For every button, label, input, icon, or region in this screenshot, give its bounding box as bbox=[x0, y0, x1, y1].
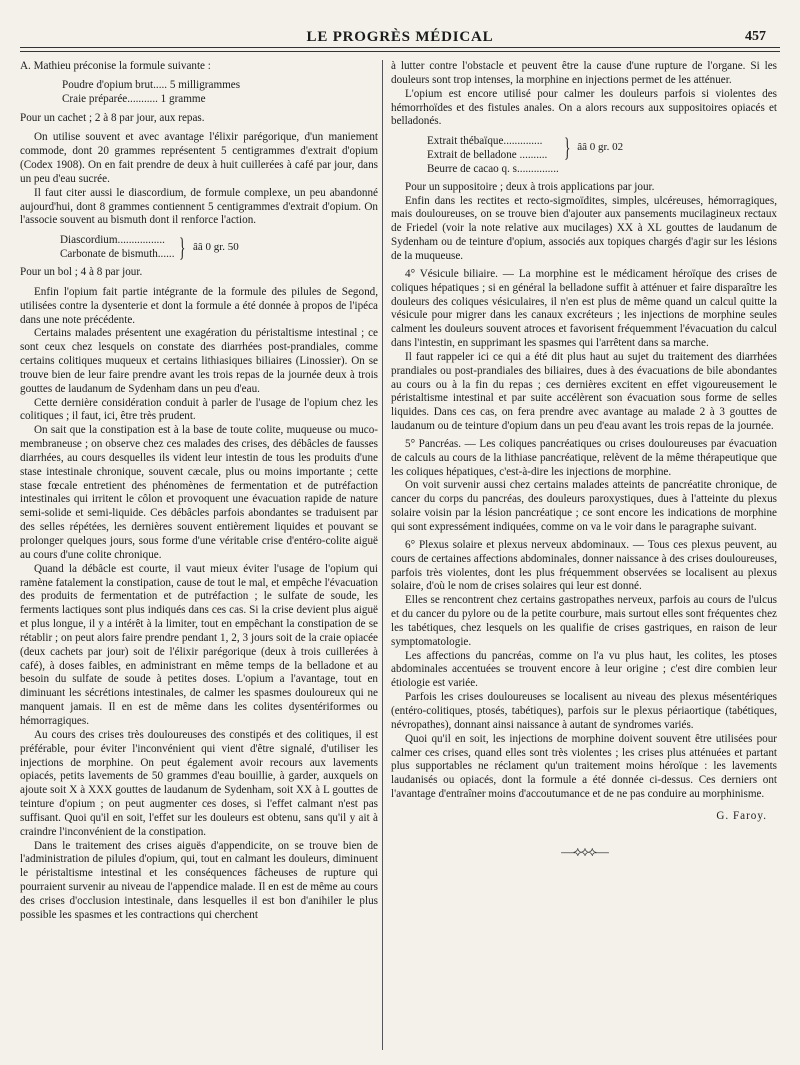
right-column bbox=[391, 60, 777, 860]
paragraph-mesenteriques: Parfois les crises douloureuses se localisent au niveau des plexus mésentériques (entéro-colitiques, ptosés, tabétiques), parfois sur le plexus périaortique (tabétiques, névropathes), donnant ainsi naissance à autant de syndromes variés. bbox=[391, 691, 777, 731]
header-rule-thick bbox=[20, 47, 780, 48]
left-column bbox=[20, 60, 378, 923]
paragraph-diascordium: Il faut citer aussi le diascordium, de formule complexe, un peu abandonné aujourd'hui, dont 8 grammes contiennent 5 centigrammes d'extrait d'opium. On l'associe souvent au bismuth dont il renforce l'action. bbox=[20, 186, 378, 227]
paragraph-cette: Cette dernière considération conduit à parler de l'usage de l'opium chez les colitiques ; il faut, ici, être très prudent. bbox=[20, 396, 378, 423]
formula-dose: ââ 0 gr. 02 bbox=[577, 141, 624, 154]
column-divider bbox=[382, 60, 383, 1050]
tailpiece-ornament: —⟡⟡⟡— bbox=[561, 844, 607, 860]
paragraph-tabetiques: Elles se rencontrent chez certains gastropathes nerveux, parfois au cours de l'ulcus et du cancer du pylore ou de la petite courbure, mais surtout elles sont fréquentes chez les tabétiques, chez lesquels on les qualifie de crises gastriques, en raison de leur symptomatologie. bbox=[391, 594, 777, 648]
section-pancreas: 5° Pancréas. — Les coliques pancréatiques ou crises douloureuses par évacuation de calculs au cours de la lithiase pancréatique, relèvent de la même thérapeutique que les coliques hépatiques, c'est-à-dire les injections de morphine. bbox=[391, 437, 777, 478]
paragraph-affections: Les affections du pancréas, comme on l'a vu plus haut, les colites, les ptoses abdominales accentuées se trouvent encore à leur origine ; c'est dire combien leur étiologie est variée. bbox=[391, 649, 777, 690]
section-plexus: 6° Plexus solaire et plexus nerveux abdominaux. — Tous ces plexus peuvent, au cours de certaines affections abdominales, donner naissance à des crises douloureuses, parfois très violentes, dont les plus fréquemment observées se localisent au plexus solaire, d'où le nom de crises solaires qui leur est donné. bbox=[391, 538, 777, 593]
paragraph-pancreatite: On voit survenir aussi chez certains malades atteints de pancréatite chronique, de cancer du corps du pancréas, des douleurs paroxystiques, dues à l'atteinte du plexus solaire voisin par la lésion pancréatique ; ce sont encore les indications de morphine qui sont expressément indiquées, comme on va le voir dans le paragraphe suivant. bbox=[391, 479, 777, 533]
journal-title: LE PROGRÈS MÉDICAL bbox=[306, 29, 494, 45]
brace-icon: } bbox=[179, 233, 186, 263]
brace-icon: } bbox=[563, 133, 571, 163]
header-rule-thin bbox=[20, 51, 780, 52]
formula-line: Craie préparée........... 1 gramme bbox=[62, 92, 206, 105]
paragraph-crises: Au cours des crises très douloureuses des constipés et des colitiques, il est préférable, pour éviter l'inconvénient qui vient d'être signalé, d'utiliser les injections de morphine. On peut également avoir recours aux lavements opiacés, petits lavements de 50 grammes d'eau bouillie, à garder, auxquels on ajoute soit X à XXX gouttes de laudanum de Sydenham, soit XX à L gouttes de teinture d'opium ; on peut augmenter ces doses, si l'effet calmant n'est pas suffisant. Quoi qu'il en soit, l'effet sur les douleurs est obtenu, sans qu'il y ait à craindre l'inconvénient de la constipation. bbox=[20, 728, 378, 838]
paragraph-cachet: Pour un cachet ; 2 à 8 par jour, aux repas. bbox=[20, 111, 205, 124]
page-number: 457 bbox=[745, 29, 766, 44]
paragraph-appendicite: Dans le traitement des crises aiguës d'appendicite, on se trouve bien de l'administration de pilules d'opium, qui, tout en calmant les douleurs, diminuent le péristaltisme intestinal et les conséquences fâcheuses de rupture qui pourraient survenir au niveau de l'appendice malade. Il en est de même au cours des crises d'occlusion intestinale, dans lesquelles il est bon d'anihiler le plus possible les spasmes et les contractions qui cherchent bbox=[20, 839, 378, 921]
paragraph-elixir: On utilise souvent et avec avantage l'élixir parégorique, d'un maniement commode, dont 20 grammes représentent 5 centigrammes d'extrait d'opium (Codex 1908). On en fait prendre de deux à huit cuillerées à café par jour, dans un peu d'eau sucrée. bbox=[20, 131, 378, 185]
section-vesicule-biliaire: 4° Vésicule biliaire. — La morphine est le médicament héroïque des crises de coliques hépatiques ; si en général la belladone suffit à atténuer et faire disparaître les douleurs des coliques vésiculaires, il n'en est plus de même quand un calcul quitte la vésicule pour migrer dans les canaux excréteurs ; les injections de morphine seules calment les douleurs souvent atroces et favorisent fréquemment l'évacuation du calcul dans l'intestin, en supprimant les spasmes qui l'arrêtent dans sa marche. bbox=[391, 267, 777, 350]
paragraph-bol: Pour un bol ; 4 à 8 par jour. bbox=[20, 265, 143, 278]
paragraph-suppositoires: L'opium est encore utilisé pour calmer les douleurs parfois si violentes des hémorrhoïdes et des fistules anales. On a alors recours aux suppositoires opiacés et belladonés. bbox=[391, 87, 777, 128]
paragraph-segond: Enfin l'opium fait partie intégrante de la formule des pilules de Segond, utilisées contre la dysenterie et dont la formule a été donnée à propos de l'ipéca dans une note précédente. bbox=[20, 285, 378, 326]
formula-line: Diascordium................. bbox=[60, 234, 165, 247]
paragraph-continued: à lutter contre l'obstacle et peuvent être la cause d'une rupture de l'organe. Si les douleurs sont trop intenses, la morphine en injections permet de les atténuer. bbox=[391, 60, 777, 86]
formula-line: Extrait thébaïque.............. bbox=[427, 135, 543, 148]
paragraph-rappeler: Il faut rappeler ici ce qui a été dit plus haut au sujet du traitement des diarrhées prandiales ou post-prandiales des biliaires, dues à des évacuations de bile abondantes au cours ou à la fin du repas ; ces dernières excitent en effet vigoureusement le péristaltisme intestinal et par suite accélèrent son évacuation sous forme de selles liquides. Dans ces cas, on fera prendre avec avantage au malade 2 à 3 gouttes de laudanum ou de teinture d'opium dans un peu d'eau avant les trois repas de la journée. bbox=[391, 350, 777, 433]
paragraph-suppositoire-dose: Pour un suppositoire ; deux à trois applications par jour. bbox=[405, 180, 655, 193]
formula-cachet bbox=[62, 79, 378, 107]
formula-line: Poudre d'opium brut..... 5 milligrammes bbox=[62, 78, 241, 91]
paragraph-rectites: Enfin dans les rectites et recto-sigmoïdites, simples, ulcéreuses, hémorragiques, mais douloureuses, on se trouve bien d'ajouter aux pansements mucilagineux rectaux de Friedel (voir la note relative aux mucilages) XX à XL gouttes de laudanum de Sydenham ou de teinture d'opium, associés aux topiques chargés d'agir sur les lésions de la muqueuse. bbox=[391, 194, 777, 262]
paragraph-constipation: On sait que la constipation est à la base de toute colite, muqueuse ou muco-membraneuse ; on observe chez ces malades des crises, des débâcles de fausses diarrhées, au cours desquelles ils vident leur intestin de tous les produits d'une stase intestinale chronique, souvent cæcale, plus ou moins importante ; cette stase fœcale entretient des phénomènes de fermentation et de putréfaction intestinales qui irritent le côlon et provoquent une évacuation rapide de nature semi-solide et semi-liquide. Ces débâcles parfois abondantes se traduisent par des selles répétées, les dernières souvent entièrement liquides et pouvant se prolonger quelques jours, sous forme d'une véritable crise d'entéro-colite aiguë au cours d'une colite chronique. bbox=[20, 424, 378, 561]
formula-bol bbox=[60, 234, 378, 262]
formula-line: Beurre de cacao q. s............... bbox=[427, 162, 559, 175]
formula-suppositoire bbox=[427, 135, 777, 177]
paragraph-debacle: Quand la débâcle est courte, il vaut mieux éviter l'usage de l'opium qui ramène fatalement la constipation, cause de tout le mal, et empêche l'évacuation des produits de fermentation et de putréfaction ; le sulfate de soude, les ferments lactiques sont plus indiqués dans ces cas. Si la crise devient plus aiguë et plus longue, il y a intérêt à la limiter, tout en empêchant la constipation de se rétablir ; on peut alors faire prendre pendant 1, 2, 3 jours soit de la craie opiacée (deux cachets par jour) soit de l'élixir parégorique (deux à trois cuillerées à café), à doses faibles, en administrant en même temps de la belladone et au besoin du sulfate de soude à petites doses. L'opium a l'avantage, tout en diminuant les sécrétions intestinales, de calmer les spasmes douloureux qui ne manquent jamais. Il en est de même dans les colites dysentériformes ou hémorragiques. bbox=[20, 562, 378, 727]
paragraph-intro: A. Mathieu préconise la formule suivante : bbox=[20, 60, 211, 72]
formula-line: Extrait de belladone .......... bbox=[427, 149, 548, 162]
paragraph-certains: Certains malades présentent une exagération du péristaltisme intestinal ; ce sont ceux chez lesquels on constate des diarrhées post-prandiales, comme certains colitiques muqueux et certains lithiasiques biliaires (Linossier). On se trouve bien de leur faire prendre avant les trois repas de la journée deux à trois gouttes de laudanum de Sydenham dans un peu d'eau. bbox=[20, 327, 378, 395]
formula-line: Carbonate de bismuth...... bbox=[60, 248, 175, 261]
author-signature: G. Faroy. bbox=[716, 809, 767, 822]
paragraph-conclusion: Quoi qu'il en soit, les injections de morphine doivent souvent être utilisées pour calmer ces crises, quand elles sont très violentes ; les crises plus atténuées et partant plus supportables ne réclament qu'un traitement moins héroïque : les lavements laudanisés ou opiacés, dont la formule a été donnée ci-dessus. Ces derniers ont l'avantage d'entraîner moins d'accoutumance et de ne pas conduire au morphinisme. bbox=[391, 732, 777, 801]
formula-dose: ââ 0 gr. 50 bbox=[192, 241, 239, 254]
